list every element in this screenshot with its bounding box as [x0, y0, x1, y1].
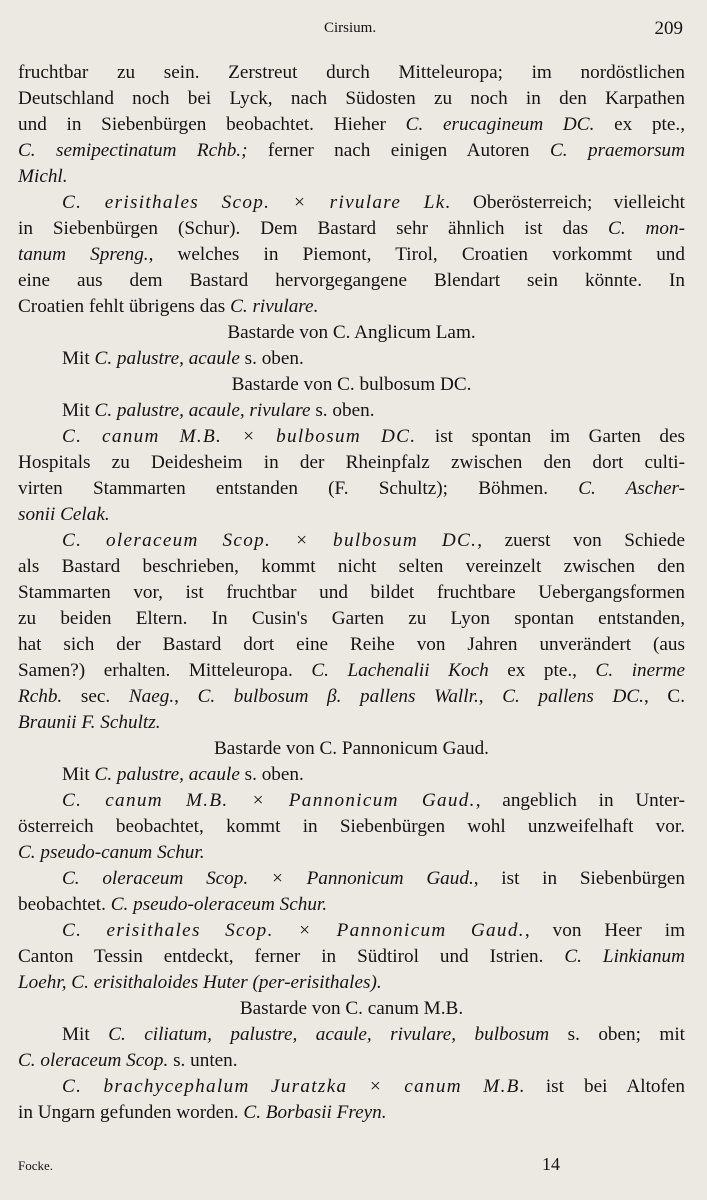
text-line: österreich beobachtet, kommt in Siebenbürgen wohl unzweifelhaft vor. [18, 816, 685, 837]
text-line: Samen?) erhalten. Mitteleuropa. C. Lachenalii Koch ex pte., C. inerme [18, 660, 685, 681]
text-line: hat sich der Bastard dort eine Reihe von Jahren unverändert (aus [18, 634, 685, 655]
text-line: Stammarten vor, ist fruchtbar und bildet fruchtbare Uebergangsformen [18, 582, 685, 603]
section-heading: Bastarde von C. Pannonicum Gaud. [214, 738, 489, 759]
text-line: Mit C. palustre, acaule s. oben. [62, 764, 304, 785]
section-heading: Bastarde von C. canum M.B. [239, 998, 464, 1019]
text-line: beobachtet. C. pseudo-oleraceum Schur. [18, 894, 328, 915]
text-line: C. brachycephalum Juratzka × canum M.B. ist bei Altofen [62, 1076, 686, 1097]
text-line: Croatien fehlt übrigens das C. rivulare. [18, 296, 319, 317]
text-line: zu beiden Eltern. In Cusin's Garten zu Lyon spontan entstanden, [18, 608, 685, 629]
section-heading: Bastarde von C. Anglicum Lam. [227, 322, 476, 343]
text-line: C. erisithales Scop. × rivulare Lk. Oberösterreich; vielleicht [62, 192, 685, 213]
text-line: Deutschland noch bei Lyck, nach Südosten zu noch in den Karpathen [18, 88, 685, 109]
page-body [18, 60, 685, 1126]
text-line: Mit C. palustre, acaule, rivulare s. oben. [62, 400, 375, 421]
text-line: C. pseudo-canum Schur. [18, 842, 205, 863]
text-line: Canton Tessin entdeckt, ferner in Südtirol und Istrien. C. Linkianum [18, 946, 685, 967]
text-line: sonii Celak. [18, 504, 110, 525]
text-line: in Ungarn gefunden worden. C. Borbasii Freyn. [18, 1102, 387, 1123]
text-line: und in Siebenbürgen beobachtet. Hieher C. erucagineum DC. ex pte., [18, 114, 685, 135]
section-heading: Bastarde von C. bulbosum DC. [231, 374, 472, 395]
signature-mark: 14 [542, 1154, 560, 1174]
text-line: Mit C. ciliatum, palustre, acaule, rivulare, bulbosum s. oben; mit [62, 1024, 685, 1045]
text-line: C. oleraceum Scop. × bulbosum DC., zuerst von Schiede [62, 530, 685, 551]
text-line: Loehr, C. erisithaloides Huter (per-erisithales). [18, 972, 382, 993]
text-line: C. oleraceum Scop. s. unten. [18, 1050, 238, 1071]
running-title: Cirsium. [324, 20, 377, 36]
text-line: in Siebenbürgen (Schur). Dem Bastard sehr ähnlich ist das C. mon- [18, 218, 685, 239]
text-line: Hospitals zu Deidesheim in der Rheinpfalz zwischen den dort culti- [18, 452, 685, 473]
text-line: C. erisithales Scop. × Pannonicum Gaud., von Heer im [62, 920, 685, 941]
text-line: eine aus dem Bastard hervorgegangene Blendart sein könnte. In [18, 270, 685, 291]
text-line: C. canum M.B. × bulbosum DC. ist spontan im Garten des [62, 426, 686, 447]
text-line: C. canum M.B. × Pannonicum Gaud., angeblich in Unter- [62, 790, 686, 811]
page-header [0, 18, 707, 44]
footer-author: Focke. [18, 1158, 54, 1173]
text-line: fruchtbar zu sein. Zerstreut durch Mitteleuropa; im nordöstlichen [18, 62, 685, 83]
text-line: virten Stammarten entstanden (F. Schultz); Böhmen. C. Ascher- [18, 478, 685, 499]
text-line: Michl. [18, 166, 68, 187]
text-line: Mit C. palustre, acaule s. oben. [62, 348, 304, 369]
text-line: C. semipectinatum Rchb.; ferner nach einigen Autoren C. praemorsum [18, 140, 685, 161]
text-line: Rchb. sec. Naeg., C. bulbosum β. pallens Wallr., C. pallens DC., C. [18, 686, 685, 707]
text-line: tanum Spreng., welches in Piemont, Tirol, Croatien vorkommt und [18, 244, 685, 265]
text-line: Braunii F. Schultz. [18, 712, 161, 733]
page-number: 209 [654, 18, 683, 39]
text-line: C. oleraceum Scop. × Pannonicum Gaud., ist in Siebenbürgen [62, 868, 685, 889]
text-line: als Bastard beschrieben, kommt nicht selten vereinzelt zwischen den [18, 556, 685, 577]
